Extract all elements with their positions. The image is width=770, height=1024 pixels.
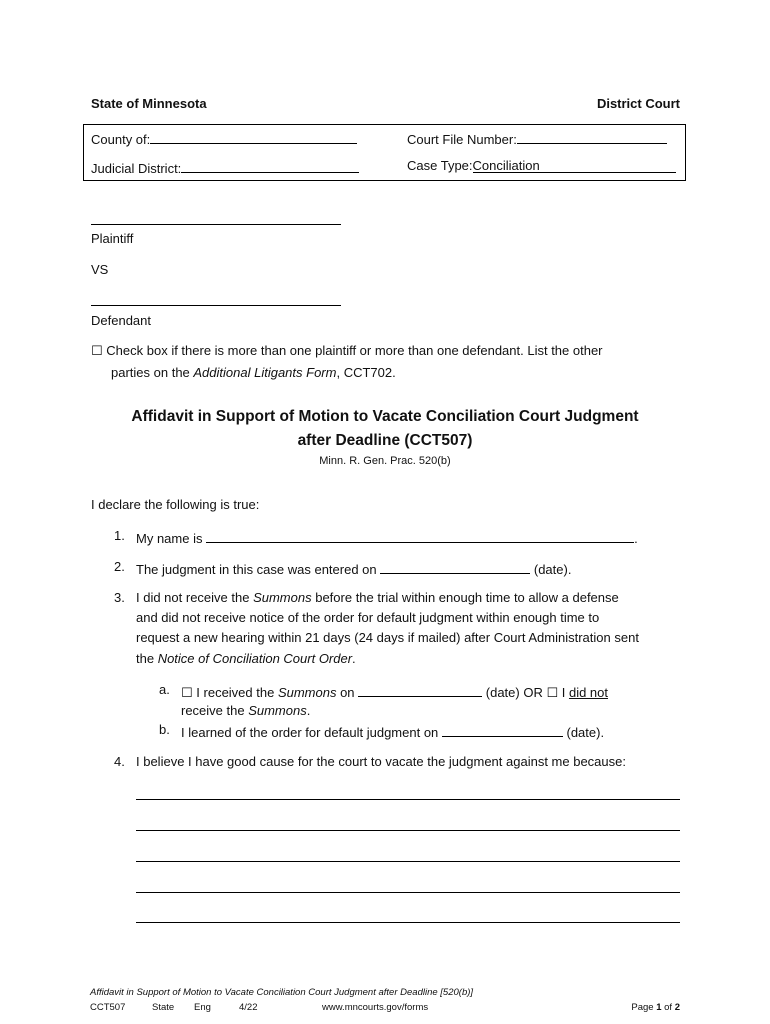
summons-date-input[interactable] — [358, 682, 482, 697]
item-3-line2: and did not receive notice of the order for default judgment within enough time to — [136, 610, 600, 625]
sub-a-text1: I received the — [196, 685, 278, 700]
sub-a-line1 — [181, 682, 608, 701]
name-input[interactable] — [206, 528, 634, 543]
item-3-line4 — [136, 651, 356, 666]
county-label: County of: — [91, 132, 151, 147]
item-3-notice: Notice of Conciliation Court Order — [157, 651, 353, 666]
defendant-name-line[interactable] — [91, 305, 341, 306]
multi-party-text2-b: , CCT702. — [336, 365, 396, 380]
footer-page-number — [631, 1002, 680, 1013]
item-3-line3: request a new hearing within 21 days (24 days if mailed) after Court Administration sent — [136, 630, 639, 645]
footer-lang: Eng — [194, 1002, 211, 1013]
court-file-number-label: Court File Number: — [407, 132, 517, 147]
sub-b-label: b. — [159, 722, 170, 737]
sub-b-line — [181, 722, 604, 740]
sub-a-summons: Summons — [277, 685, 337, 700]
footer-type: State — [152, 1002, 175, 1013]
declare-text: I declare the following is true: — [91, 497, 260, 512]
item-3-l4b: . — [352, 651, 356, 666]
plaintiff-name-line[interactable] — [91, 224, 341, 225]
case-type-input[interactable] — [473, 158, 676, 173]
sub-b-end: (date). — [562, 725, 605, 740]
footer-code: CCT507 — [90, 1002, 126, 1013]
received-summons-checkbox[interactable]: ☐ — [181, 686, 193, 701]
item-2-end: (date). — [530, 562, 572, 577]
county-field[interactable] — [91, 129, 357, 147]
item-4-text: I believe I have good cause for the court to vacate the judgment against me because: — [136, 754, 626, 769]
judgment-date-input[interactable] — [380, 559, 530, 574]
plaintiff-label: Plaintiff — [91, 231, 134, 246]
multi-party-line2 — [111, 365, 396, 380]
court-file-number-input[interactable] — [517, 129, 667, 144]
default-judgment-date-input[interactable] — [442, 722, 563, 737]
footer-website[interactable]: www.mncourts.gov/forms — [322, 1002, 429, 1013]
multi-party-text: Check box if there is more than one plaintiff or more than one defendant. List the other — [106, 343, 603, 358]
item-1-number: 1. — [114, 528, 125, 543]
sub-a-text4: I — [561, 685, 569, 700]
reason-line-3[interactable] — [136, 861, 680, 862]
reason-line-2[interactable] — [136, 830, 680, 831]
additional-litigants-form-name: Additional Litigants Form — [193, 365, 337, 380]
county-input[interactable] — [150, 129, 357, 144]
case-type-value: Conciliation — [472, 158, 540, 173]
sub-a-text3: (date) OR — [482, 685, 547, 700]
item-3-l1a: I did not receive the — [136, 590, 254, 605]
state-label: State of Minnesota — [91, 96, 207, 111]
footer-date: 4/22 — [239, 1002, 258, 1013]
item-1-text: My name is — [136, 531, 207, 546]
item-1 — [136, 528, 638, 546]
multi-party-line1 — [91, 343, 603, 359]
sub-a-label: a. — [159, 682, 170, 697]
item-3-summons: Summons — [253, 590, 312, 605]
form-rule: Minn. R. Gen. Prac. 520(b) — [319, 455, 451, 467]
court-file-number-field[interactable] — [407, 129, 667, 147]
sub-a-l2-summons: Summons — [248, 703, 307, 718]
footer-page-total: 2 — [674, 1002, 680, 1013]
sub-a-text2: on — [336, 685, 359, 700]
sub-a-l2a: receive the — [181, 703, 249, 718]
defendant-label: Defendant — [91, 313, 151, 328]
item-4-number: 4. — [114, 754, 125, 769]
form-title-line2: after Deadline (CCT507) — [297, 432, 473, 449]
vs-label: VS — [91, 262, 109, 277]
sub-a-line2 — [181, 703, 310, 718]
judicial-district-input[interactable] — [181, 158, 359, 173]
multi-party-text2-a: parties on the — [111, 365, 194, 380]
form-title-line1: Affidavit in Support of Motion to Vacate Conciliation Court Judgment — [131, 408, 639, 425]
sub-b-text: I learned of the order for default judgment on — [181, 725, 442, 740]
item-1-end: . — [634, 531, 638, 546]
item-3-l4a: the — [136, 651, 158, 666]
item-2 — [136, 559, 571, 577]
did-not-receive-checkbox[interactable]: ☐ — [546, 686, 559, 701]
footer-page-label: Page — [631, 1002, 657, 1013]
reason-line-4[interactable] — [136, 892, 680, 893]
item-2-number: 2. — [114, 559, 125, 574]
judicial-district-field[interactable] — [91, 158, 359, 176]
case-type-field[interactable] — [407, 158, 676, 173]
multi-party-checkbox[interactable]: ☐ — [91, 344, 103, 359]
item-3-l1b: before the trial within enough time to allow a defense — [311, 590, 619, 605]
reason-line-1[interactable] — [136, 799, 680, 800]
sub-a-l2b: . — [306, 703, 311, 718]
reason-line-5[interactable] — [136, 922, 680, 923]
footer-title: Affidavit in Support of Motion to Vacate Conciliation Court Judgment after Deadline [520(b)] — [90, 987, 474, 998]
footer-page-current: 1 — [656, 1002, 662, 1013]
footer-page-of: of — [661, 1002, 675, 1013]
court-label: District Court — [596, 96, 680, 111]
judicial-district-label: Judicial District: — [91, 161, 182, 176]
item-2-text: The judgment in this case was entered on — [136, 562, 381, 577]
did-not-text: did not — [568, 685, 609, 700]
case-type-label: Case Type: — [407, 158, 473, 173]
item-3-number: 3. — [114, 590, 125, 605]
item-3-line1 — [136, 590, 619, 605]
